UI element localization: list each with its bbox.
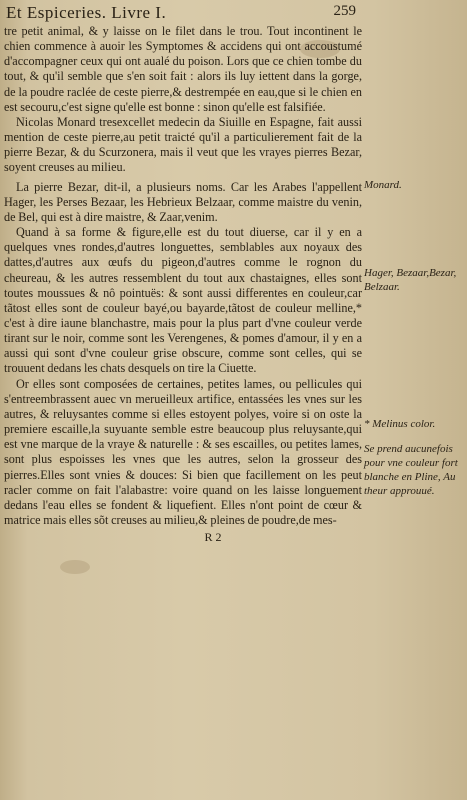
running-head: Et Espiceries. Livre I. [6, 3, 167, 22]
margin-note: Se prend aucunefois pour vne couleur fort blanche en Pline, Au theur approuué. [364, 443, 458, 497]
paragraph: La pierre Bezar, dit-il, a plusieurs noms. Car les Arabes l'appellent Hager, les Perses Bezaar, les Hebrieux Belzaar, comme maistre du venin, de Bel, qui est à dire maistre, & Zaar,venim. [4, 179, 362, 224]
paragraph: Quand à sa forme & figure,elle est du tout diuerse, car il y en a quelques vnes rondes,d'autres longuettes, semblables aux noyaux des dattes,d'autres aux œufs du pigeon,d'autres comme le rognon du cheureau, & les autres ressemblent du tout aux chastaignes, elles sont toutes moussues & nô pointuës: & sont aussi differentes en couleur,car tãtost elles sont de couleur bayé,ou bayarde,tãtost de couleur melline,* c'est à dire iaune blanchastre, mais pour la plus part d'vne couleur verde tirant sur le noir, comme sont les Verengenes, & pomes d'amour, il y en a aussi qui sont d'vne couleur grise obscure, comme sont celles, qui se trouuent dedans les chats desquels on tire la Ciuette. [4, 225, 362, 376]
margin-notes [364, 0, 464, 800]
page-header [6, 3, 356, 25]
signature-mark: R 2 [204, 530, 222, 545]
paragraph: tre petit animal, & y laisse on le filet dans le trou. Tout incontinent le chien commence à auoir les Symptomes & accidens qui ont accoustumé d'accompagner ceux qui ont aualé du poison. Lors que ce chien tombe du tout, & qu'il semble que s'en soit fait : alors ils luy iettent dans la gorge, de la poudre raclée de ceste pierre,& destrempée en eau,que si le chien en est secouru,c'est signe qu'elle est bonne : sinon qu'elle est falsifiée. [4, 24, 362, 114]
paragraph: Nicolas Monard tresexcellet medecin da Siuille en Espagne, fait aussi mention de ceste pierre,au petit traicté qu'il a particulierement fait de la pierre Bezar, & du Scurzonera, mais il veut que les vrayes pierres Bezar, soyent creuses au milieu. [4, 114, 362, 175]
margin-note: * Melinus color. [364, 418, 436, 430]
page-number: 259 [333, 3, 356, 19]
main-text [4, 24, 362, 545]
paper-stain [60, 560, 90, 574]
margin-note: Hager, Bezaar,Bezar, Belzaar. [364, 267, 457, 293]
margin-note: Monard. [364, 179, 402, 191]
paragraph: Or elles sont composées de certaines, petites lames, ou pellicules qui s'entreembrassent auec vn merueilleux artifice, entassées les vnes sur les autres, & reluysantes comme si elles estoyent polyes, voire si on oste la premiere escaille,la suyuante semble estre beaucoup plus reluysante,qui est vne marque de la vraye & naturelle : & ses escailles, ou petites lames, sont plus espoisses les vnes que les autres, selon la grosseur des pierres.Elles sont vnies & douces: Si bien que facillement on les peut racler comme on fait l'alabastre: voire quand on les laisse longuement dedans l'eau elles se fondent & liquefient. Elles n'ont point de cœur & matrice mais elles sõt creuses au milieu,& pleines de poudre,de mes- [4, 376, 362, 527]
